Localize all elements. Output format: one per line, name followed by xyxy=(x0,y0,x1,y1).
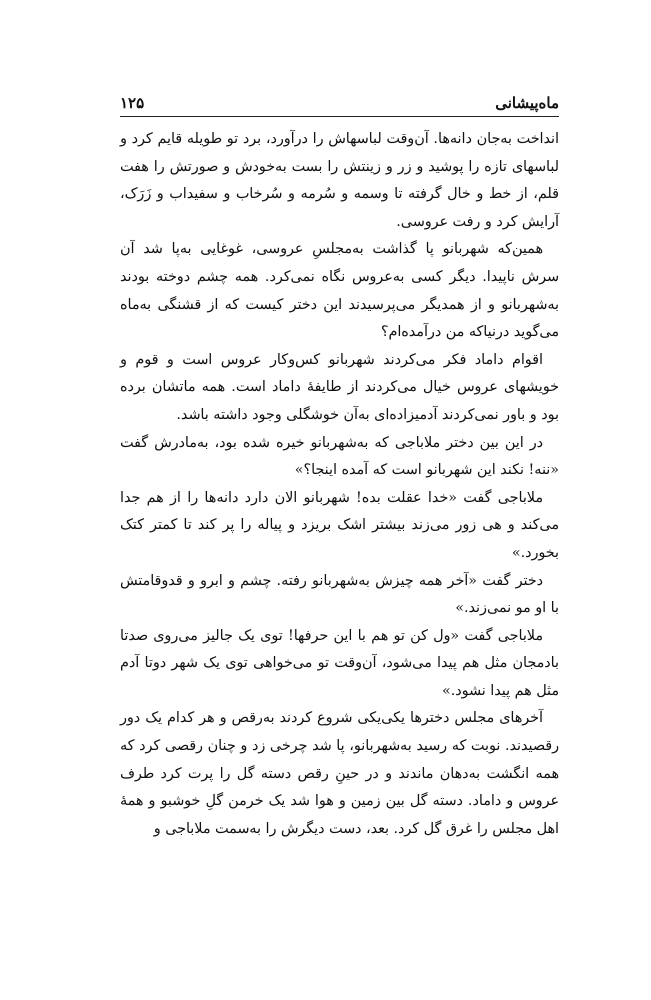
running-header xyxy=(120,84,559,112)
paragraph: اقوام داماد فکر می‌کردند شهربانو کس‌وکار عروس است و قوم و خویشهای عروس خیال می‌کردند از طایفهٔ داماد است. همه ماتشان برده بود و باور نمی‌کردند آدمیزاده‌ای به‌آن خوشگلی وجود داشته باشد. xyxy=(120,351,559,423)
paragraph: ملاباجی گفت «خدا عقلت بده! شهربانو الان دارد دانه‌ها را از هم جدا می‌کند و هی زور می‌زند بیشتر اشک بریزد و پیاله را پر کند تا کمتر کتک بخورد.» xyxy=(120,489,559,561)
paragraph: همین‌که شهربانو پا گذاشت به‌مجلسِ عروسی، غوغایی به‌پا شد آن سرش ناپیدا. دیگر کسی به‌عروس نگاه نمی‌کرد. همه چشم دوخته بودند به‌شهربانو و از همدیگر می‌پرسیدند این دختر کیست که از قشنگی به‌ماه می‌گوید درنیاکه من درآمده‌ام؟ xyxy=(120,241,559,341)
body-text xyxy=(120,126,559,843)
paragraph: در این بین دختر ملاباجی که به‌شهربانو خیره شده بود، به‌مادرش گفت «ننه! نکند این شهربانو است که آمده اینجا؟» xyxy=(120,434,559,479)
paragraph: آخرهای مجلس دخترها یکی‌یکی شروع کردند به‌رقص و هر کدام یک دور رقصیدند. نوبت که رسید به‌شهربانو، پا شد چرخی زد و چنان رقصی کرد که همه انگشت به‌دهان ماندند و در حینِ رقص دسته گل را پرت کرد طرف عروس و داماد. دسته گل بین زمین و هوا شد یک خرمن گلِ خوشبو و همهٔ اهل مجلس را غرق گل کرد. بعد، دست دیگرش را به‌سمت ملاباجی و xyxy=(120,710,559,837)
paragraph: دختر گفت «آخر همه چیزش به‌شهربانو رفته. چشم و ابرو و قدوقامتش با او مو نمی‌زند.» xyxy=(120,572,559,617)
header-divider xyxy=(120,116,559,117)
paragraph: انداخت به‌جان دانه‌ها. آن‌وقت لباسهاش را درآورد، برد تو طویله قایم کرد و لباسهای تازه را پوشید و زر و زینتش را بست به‌خودش و صورتش را هفت قلم، از خط و خال گرفته تا وسمه و سُرمه و سُرخاب و سفیداب و زَرَک، آرایش کرد و رفت عروسی. xyxy=(120,131,559,230)
paragraph: ملاباجی گفت «ول کن تو هم با این حرفها! توی یک جالیز می‌روی صدتا بادمجان مثل هم پیدا می‌شود، آن‌وقت تو می‌خواهی توی یک شهر دوتا آدم مثل هم پیدا نشود.» xyxy=(120,627,559,699)
running-title: ماه‌پیشانی xyxy=(495,94,559,112)
page-number: ۱۲۵ xyxy=(120,94,145,112)
